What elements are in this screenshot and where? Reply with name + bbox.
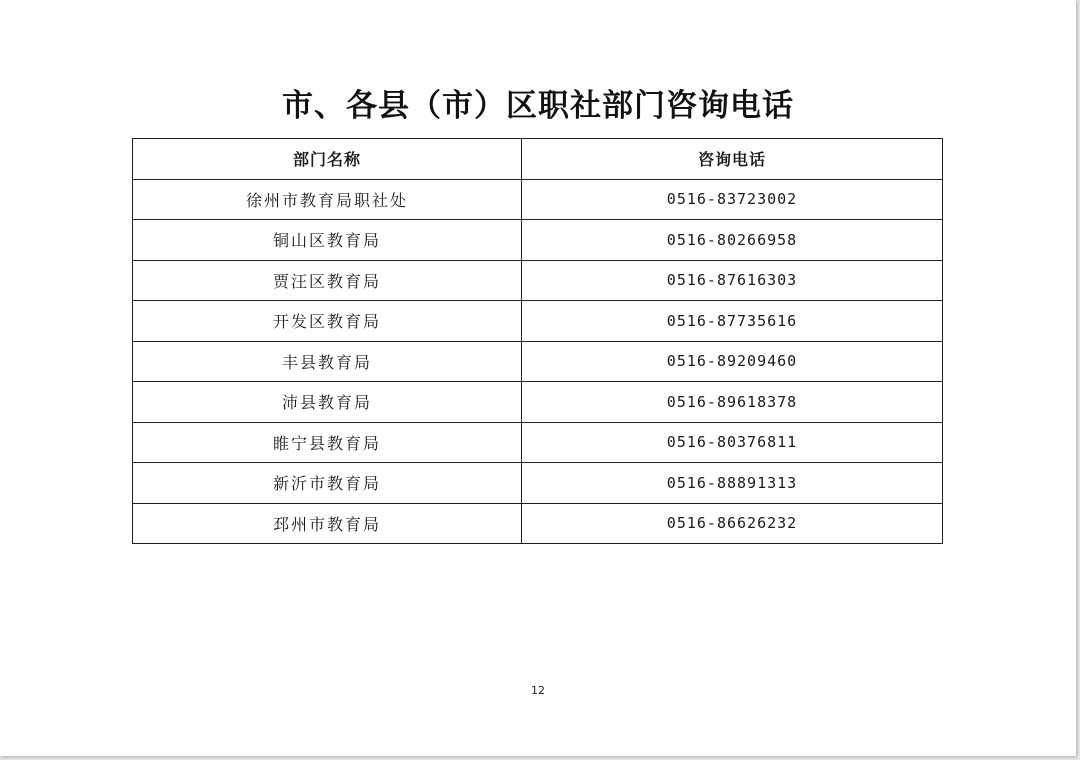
department-name-cell: 邳州市教育局: [133, 503, 522, 544]
table-row: [133, 179, 943, 220]
table-row: [133, 422, 943, 463]
phone-number-cell: 0516-87616303: [522, 260, 943, 301]
phone-number-cell: 0516-87735616: [522, 301, 943, 342]
contact-table: [132, 138, 943, 544]
phone-number-cell: 0516-80376811: [522, 422, 943, 463]
department-name-cell: 睢宁县教育局: [133, 422, 522, 463]
department-name-cell: 沛县教育局: [133, 382, 522, 423]
table-row: [133, 220, 943, 261]
department-name-cell: 贾汪区教育局: [133, 260, 522, 301]
phone-number-cell: 0516-89209460: [522, 341, 943, 382]
department-name-cell: 徐州市教育局职社处: [133, 179, 522, 220]
phone-number-cell: 0516-88891313: [522, 463, 943, 504]
page-number: 12: [531, 684, 545, 697]
phone-number-cell: 0516-83723002: [522, 179, 943, 220]
column-header-phone: 咨询电话: [522, 139, 943, 180]
table-row: [133, 341, 943, 382]
page-title: 市、各县（市）区职社部门咨询电话: [282, 88, 794, 124]
table-row: [133, 301, 943, 342]
table-row: [133, 382, 943, 423]
phone-number-cell: 0516-80266958: [522, 220, 943, 261]
table-row: [133, 503, 943, 544]
table-header-row: [133, 139, 943, 180]
phone-number-cell: 0516-89618378: [522, 382, 943, 423]
phone-number-cell: 0516-86626232: [522, 503, 943, 544]
department-name-cell: 铜山区教育局: [133, 220, 522, 261]
department-name-cell: 丰县教育局: [133, 341, 522, 382]
table-row: [133, 463, 943, 504]
column-header-department: 部门名称: [133, 139, 522, 180]
department-name-cell: 开发区教育局: [133, 301, 522, 342]
table-row: [133, 260, 943, 301]
department-name-cell: 新沂市教育局: [133, 463, 522, 504]
